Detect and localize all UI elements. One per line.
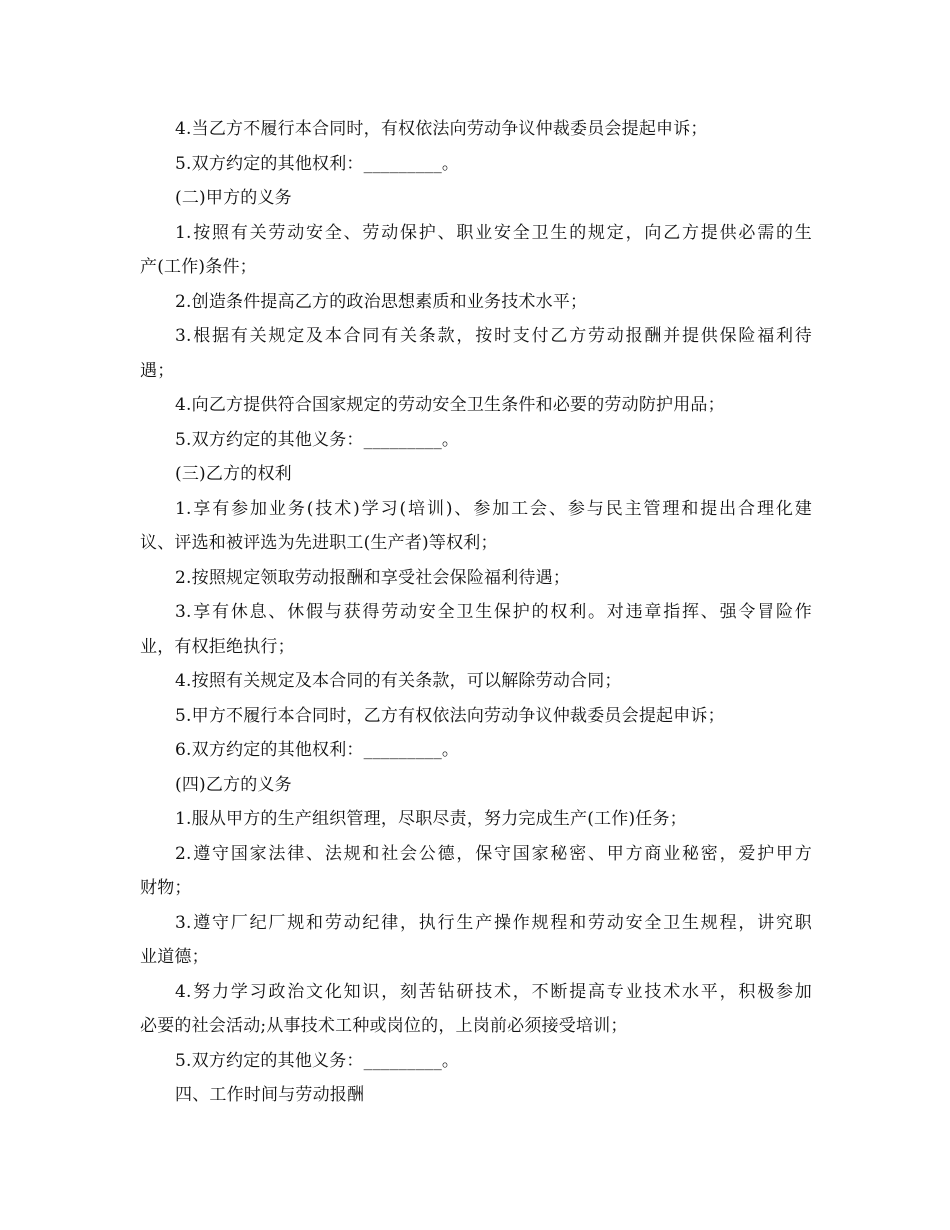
paragraph-line: 3.享有休息、休假与获得劳动安全卫生保护的权利。对违章指挥、强令冒险作 xyxy=(175,602,812,622)
paragraph-line: 遇； xyxy=(140,360,175,381)
section-heading: (三)乙方的权利 xyxy=(175,464,292,484)
paragraph-line: 4.按照有关规定及本合同的有关条款，可以解除劳动合同； xyxy=(175,671,622,691)
paragraph-line: 5.双方约定的其他义务：_________。 xyxy=(175,429,460,450)
paragraph-line: 4.努力学习政治文化知识，刻苦钻研技术，不断提高专业技术水平，积极参加 xyxy=(175,981,812,1002)
paragraph-line: 1.服从甲方的生产组织管理，尽职尽责，努力完成生产(工作)任务； xyxy=(175,809,687,829)
paragraph-line: 2.遵守国家法律、法规和社会公德，保守国家秘密、甲方商业秘密，爱护甲方 xyxy=(175,843,812,864)
section-heading: (四)乙方的义务 xyxy=(175,774,292,795)
document-body xyxy=(140,112,812,1113)
paragraph-line: 议、评选和被评选为先进职工(生产者)等权利； xyxy=(140,533,498,553)
paragraph-line: 产(工作)条件； xyxy=(140,257,257,277)
paragraph-line: 4.向乙方提供符合国家规定的劳动安全卫生条件和必要的劳动防护用品； xyxy=(175,395,725,415)
paragraph-line: 业，有权拒绝执行； xyxy=(140,636,295,657)
paragraph-line: 5.甲方不履行本合同时，乙方有权依法向劳动争议仲裁委员会提起申诉； xyxy=(175,705,725,726)
paragraph-line: 2.创造条件提高乙方的政治思想素质和业务技术水平； xyxy=(175,291,588,312)
paragraph-line: 财物； xyxy=(140,878,192,898)
paragraph-line: 5.双方约定的其他义务：_________。 xyxy=(175,1050,460,1071)
paragraph-line: 必要的社会活动;从事技术工种或岗位的，上岗前必须接受培训； xyxy=(140,1016,628,1036)
paragraph-line: 2.按照规定领取劳动报酬和享受社会保险福利待遇； xyxy=(175,567,571,588)
paragraph-line: 6.双方约定的其他权利：_________。 xyxy=(175,740,460,760)
paragraph-line: 1.享有参加业务(技术)学习(培训)、参加工会、参与民主管理和提出合理化建 xyxy=(175,498,812,519)
chapter-heading: 四、工作时间与劳动报酬 xyxy=(175,1085,365,1105)
section-heading: (二)甲方的义务 xyxy=(175,188,292,208)
paragraph-line: 3.根据有关规定及本合同有关条款，按时支付乙方劳动报酬并提供保险福利待 xyxy=(175,326,812,346)
paragraph-line: 3.遵守厂纪厂规和劳动纪律，执行生产操作规程和劳动安全卫生规程，讲究职 xyxy=(175,912,812,933)
paragraph-line: 1.按照有关劳动安全、劳动保护、职业安全卫生的规定，向乙方提供必需的生 xyxy=(175,222,812,243)
paragraph-line: 业道德； xyxy=(140,947,209,967)
paragraph-line: 5.双方约定的其他权利：_________。 xyxy=(175,153,460,174)
paragraph-line: 4.当乙方不履行本合同时，有权依法向劳动争议仲裁委员会提起申诉； xyxy=(175,119,708,139)
